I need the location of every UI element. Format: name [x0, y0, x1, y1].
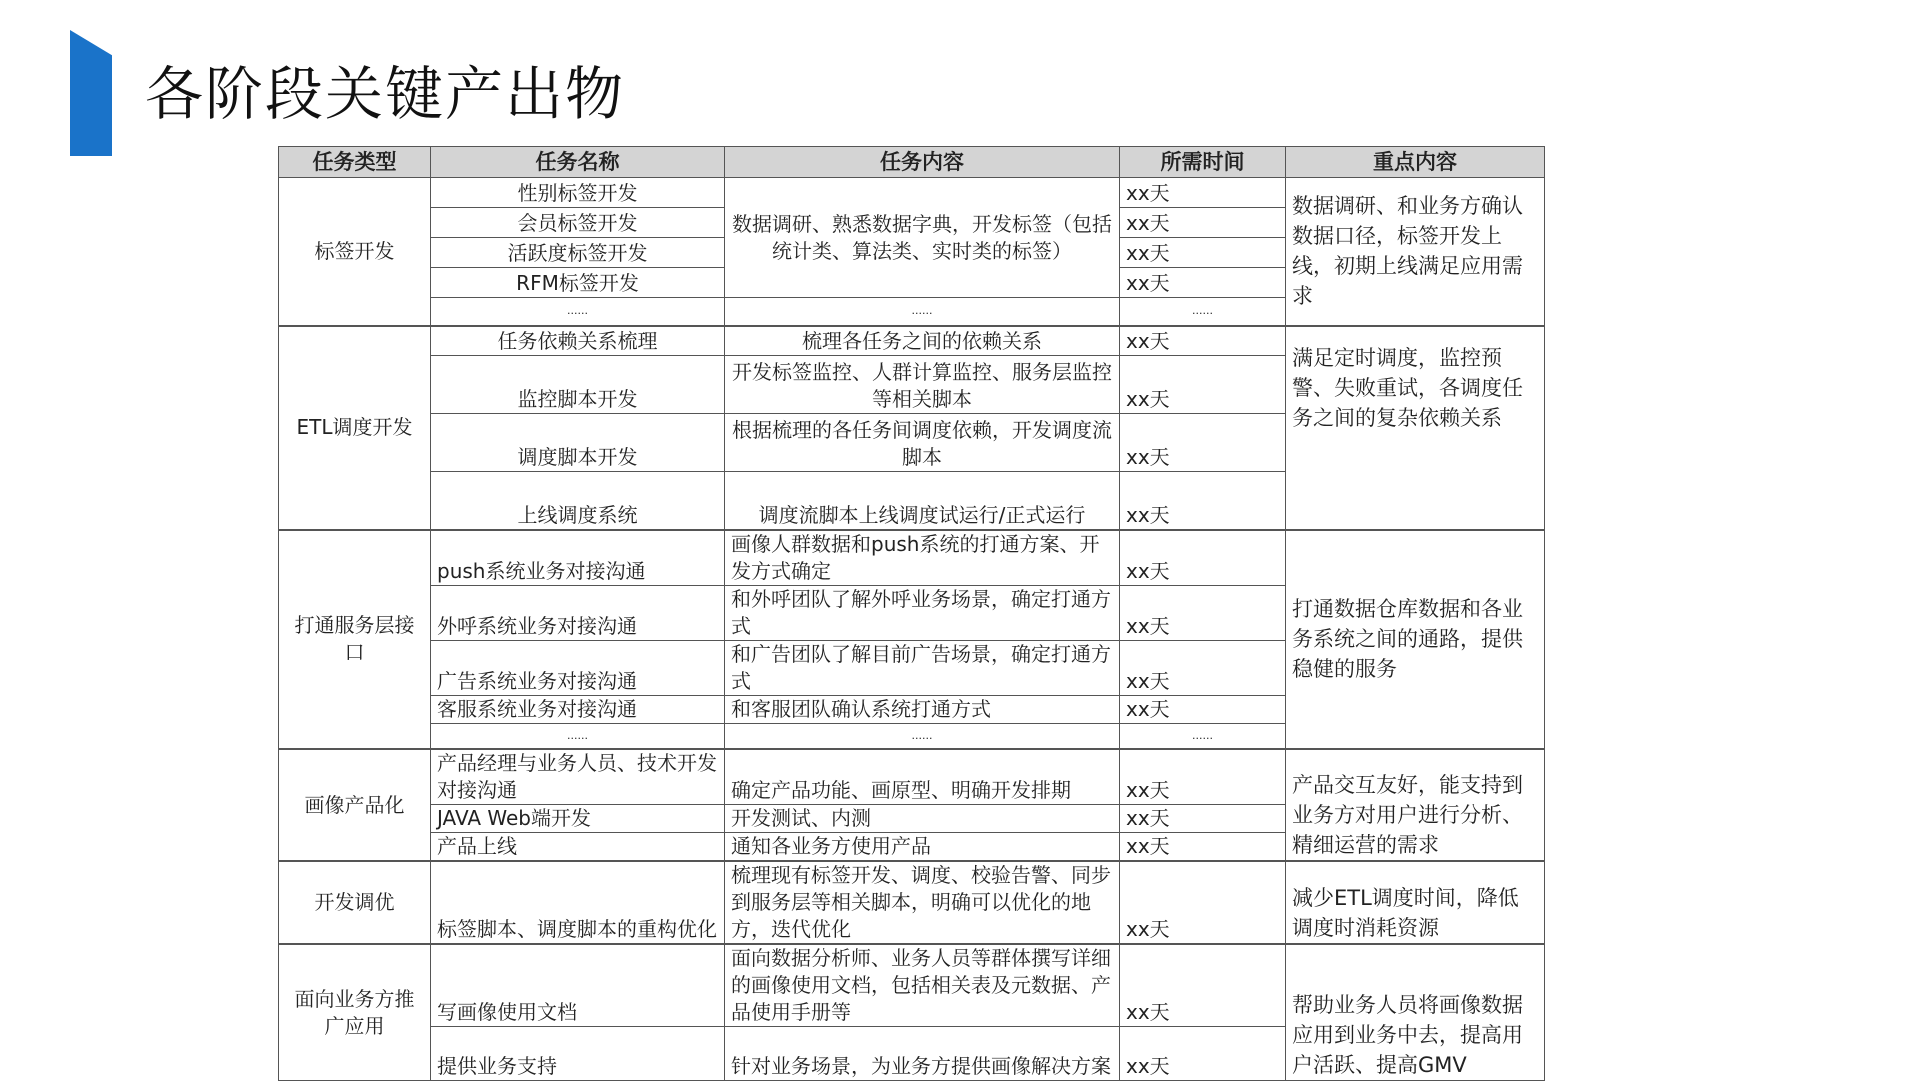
ellipsis-cell: ...... — [725, 298, 1120, 326]
time-cell: xx天 — [1120, 530, 1286, 586]
task-name-cell: push系统业务对接沟通 — [431, 530, 725, 586]
task-name-cell: 标签脚本、调度脚本的重构优化 — [431, 861, 725, 944]
task-type-cell: 面向业务方推广应用 — [279, 944, 431, 1081]
task-content-cell: 画像人群数据和push系统的打通方案、开发方式确定 — [725, 530, 1120, 586]
task-name-cell: 上线调度系统 — [431, 472, 725, 530]
table-header-row — [279, 147, 1545, 178]
task-type-cell: 标签开发 — [279, 178, 431, 326]
task-name-cell: 性别标签开发 — [431, 178, 725, 208]
table-row — [279, 326, 1545, 356]
task-content-cell: 确定产品功能、画原型、明确开发排期 — [725, 749, 1120, 805]
time-cell: xx天 — [1120, 238, 1286, 268]
time-cell: xx天 — [1120, 861, 1286, 944]
time-cell: xx天 — [1120, 326, 1286, 356]
task-content-cell: 开发标签监控、人群计算监控、服务层监控等相关脚本 — [725, 356, 1120, 414]
time-cell: xx天 — [1120, 356, 1286, 414]
key-focus-cell: 打通数据仓库数据和各业务系统之间的通路，提供稳健的服务 — [1286, 530, 1545, 750]
task-content-cell: 梳理现有标签开发、调度、校验告警、同步到服务层等相关脚本，明确可以优化的地方，迭代优化 — [725, 861, 1120, 944]
ellipsis-cell: ...... — [725, 723, 1120, 749]
table-row — [279, 178, 1545, 208]
key-focus-cell: 帮助业务人员将画像数据应用到业务中去，提高用户活跃、提高GMV — [1286, 944, 1545, 1081]
task-type-cell: 画像产品化 — [279, 749, 431, 861]
task-name-cell: 产品上线 — [431, 833, 725, 862]
task-content-cell: 调度流脚本上线调度试运行/正式运行 — [725, 472, 1120, 530]
header-key-focus: 重点内容 — [1286, 147, 1545, 178]
task-name-cell: 调度脚本开发 — [431, 414, 725, 472]
task-content-cell: 梳理各任务之间的依赖关系 — [725, 326, 1120, 356]
time-cell: xx天 — [1120, 268, 1286, 298]
task-name-cell: 任务依赖关系梳理 — [431, 326, 725, 356]
task-type-cell: ETL调度开发 — [279, 326, 431, 530]
task-content-cell: 数据调研、熟悉数据字典，开发标签（包括统计类、算法类、实时类的标签） — [725, 178, 1120, 298]
task-content-cell: 面向数据分析师、业务人员等群体撰写详细的画像使用文档，包括相关表及元数据、产品使用手册等 — [725, 944, 1120, 1027]
key-focus-cell: 减少ETL调度时间，降低调度时消耗资源 — [1286, 861, 1545, 944]
task-content-cell: 和外呼团队了解外呼业务场景，确定打通方式 — [725, 585, 1120, 640]
task-name-cell: 写画像使用文档 — [431, 944, 725, 1027]
task-content-cell: 根据梳理的各任务间调度依赖，开发调度流脚本 — [725, 414, 1120, 472]
ellipsis-cell: ...... — [431, 723, 725, 749]
ellipsis-cell: ...... — [1120, 298, 1286, 326]
task-type-cell: 开发调优 — [279, 861, 431, 944]
time-cell: xx天 — [1120, 178, 1286, 208]
task-name-cell: 活跃度标签开发 — [431, 238, 725, 268]
task-name-cell: RFM标签开发 — [431, 268, 725, 298]
header-task-type: 任务类型 — [279, 147, 431, 178]
time-cell: xx天 — [1120, 749, 1286, 805]
task-type-cell: 打通服务层接口 — [279, 530, 431, 750]
task-name-cell: 会员标签开发 — [431, 208, 725, 238]
task-name-cell: 客服系统业务对接沟通 — [431, 695, 725, 723]
task-content-cell: 针对业务场景，为业务方提供画像解决方案 — [725, 1027, 1120, 1081]
header-task-content: 任务内容 — [725, 147, 1120, 178]
task-content-cell: 通知各业务方使用产品 — [725, 833, 1120, 862]
time-cell: xx天 — [1120, 805, 1286, 833]
time-cell: xx天 — [1120, 472, 1286, 530]
table-row — [279, 530, 1545, 586]
task-name-cell: JAVA Web端开发 — [431, 805, 725, 833]
header-time-required: 所需时间 — [1120, 147, 1286, 178]
task-name-cell: 产品经理与业务人员、技术开发对接沟通 — [431, 749, 725, 805]
ellipsis-cell: ...... — [1120, 723, 1286, 749]
time-cell: xx天 — [1120, 585, 1286, 640]
key-focus-cell: 产品交互友好，能支持到业务方对用户进行分析、精细运营的需求 — [1286, 749, 1545, 861]
time-cell: xx天 — [1120, 695, 1286, 723]
task-name-cell: 广告系统业务对接沟通 — [431, 640, 725, 695]
key-focus-cell: 满足定时调度，监控预警、失败重试，各调度任务之间的复杂依赖关系 — [1286, 326, 1545, 530]
task-name-cell: 外呼系统业务对接沟通 — [431, 585, 725, 640]
table-row — [279, 861, 1545, 944]
task-name-cell: 监控脚本开发 — [431, 356, 725, 414]
table-row — [279, 944, 1545, 1027]
time-cell: xx天 — [1120, 833, 1286, 862]
title-accent-bar — [70, 30, 112, 156]
time-cell: xx天 — [1120, 1027, 1286, 1081]
task-content-cell: 和广告团队了解目前广告场景，确定打通方式 — [725, 640, 1120, 695]
ellipsis-cell: ...... — [431, 298, 725, 326]
time-cell: xx天 — [1120, 944, 1286, 1027]
task-content-cell: 开发测试、内测 — [725, 805, 1120, 833]
slide-title: 各阶段关键产出物 — [145, 60, 626, 128]
time-cell: xx天 — [1120, 414, 1286, 472]
table-row — [279, 749, 1545, 805]
key-deliverables-table — [278, 146, 1545, 1081]
key-focus-cell: 数据调研、和业务方确认数据口径，标签开发上线，初期上线满足应用需求 — [1286, 178, 1545, 326]
task-name-cell: 提供业务支持 — [431, 1027, 725, 1081]
task-content-cell: 和客服团队确认系统打通方式 — [725, 695, 1120, 723]
time-cell: xx天 — [1120, 208, 1286, 238]
time-cell: xx天 — [1120, 640, 1286, 695]
header-task-name: 任务名称 — [431, 147, 725, 178]
